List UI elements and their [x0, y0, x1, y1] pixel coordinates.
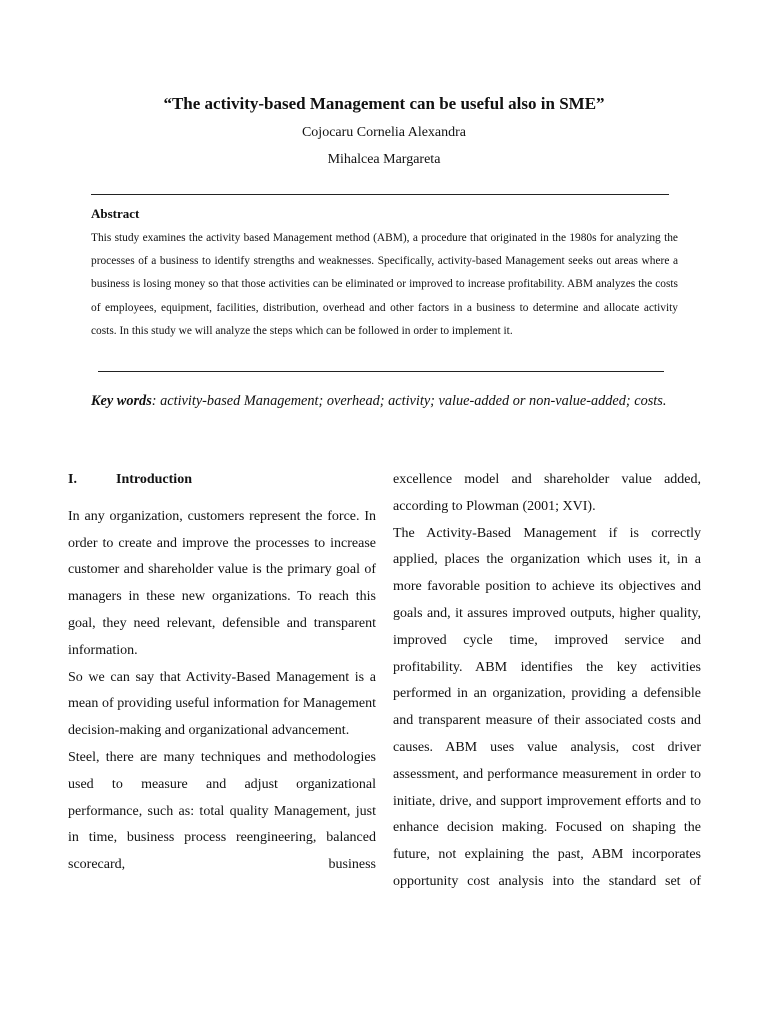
paper-title: “The activity-based Management can be useful also in SME”: [163, 94, 605, 113]
section-heading: [68, 467, 376, 494]
right-column: [393, 467, 701, 896]
left-paragraph-1: In any organization, customers represent the force. In order to create and improve the processes to increase customer and shareholder value is the primary goal of managers in these new organizations. To reach this goal, they need relevant, defensible and transparent information.: [68, 508, 376, 658]
left-paragraph-2: So we can say that Activity-Based Management is a mean of providing useful information for Management decision-making and organizational advancement.: [68, 669, 376, 739]
section-number: I.: [68, 472, 77, 487]
keywords-text: : activity-based Management; overhead; activity; value-added or non-value-added; costs.: [151, 393, 667, 409]
author-2: Mihalcea Margareta: [327, 152, 441, 167]
right-paragraph-1: excellence model and shareholder value added, according to Plowman (2001; XVI).: [393, 472, 701, 514]
section-title: Introduction: [116, 472, 192, 487]
abstract-heading: Abstract: [91, 206, 140, 221]
left-column: [68, 467, 376, 879]
abstract-text: This study examines the activity based Management method (ABM), a procedure that originated in the 1980s for analyzing the processes of a business to identify strengths and weaknesses. Specifically, activity-based Management seeks out areas where a business is losing money so that those activities can be eliminated or improved to increase profitability. ABM analyzes the costs of employees, equipment, facilities, distribution, overhead and other factors in a business to determine and allocate activity costs. In this study we will analyze the steps which can be followed in order to implement it.: [91, 232, 678, 337]
top-divider: [91, 194, 669, 195]
left-paragraph-3: Steel, there are many techniques and methodologies used to measure and adjust organizational performance, such as: total quality Management, just in time, business process reengineering, balanced scorecard, business: [68, 749, 376, 873]
author-1: Cojocaru Cornelia Alexandra: [301, 125, 467, 140]
bottom-divider: [98, 371, 664, 372]
keywords: [91, 388, 678, 415]
right-paragraph-2: The Activity-Based Management if is correctly applied, places the organization which uses it, in a more favorable position to achieve its objectives and goals and, it assures improved outputs, higher quality, improved cycle time, improved service and profitability. ABM identifies the key activities performed in an organization, providing a defensible and transparent measure of their associated costs and causes. ABM uses value analysis, cost driver assessment, and performance measurement in order to initiate, drive, and support improvement efforts and to enhance decision making. Focused on shaping the future, not explaining the past, ABM incorporates opportunity cost analysis into the standard set of: [393, 525, 701, 889]
keywords-label: Key words: [91, 393, 152, 409]
